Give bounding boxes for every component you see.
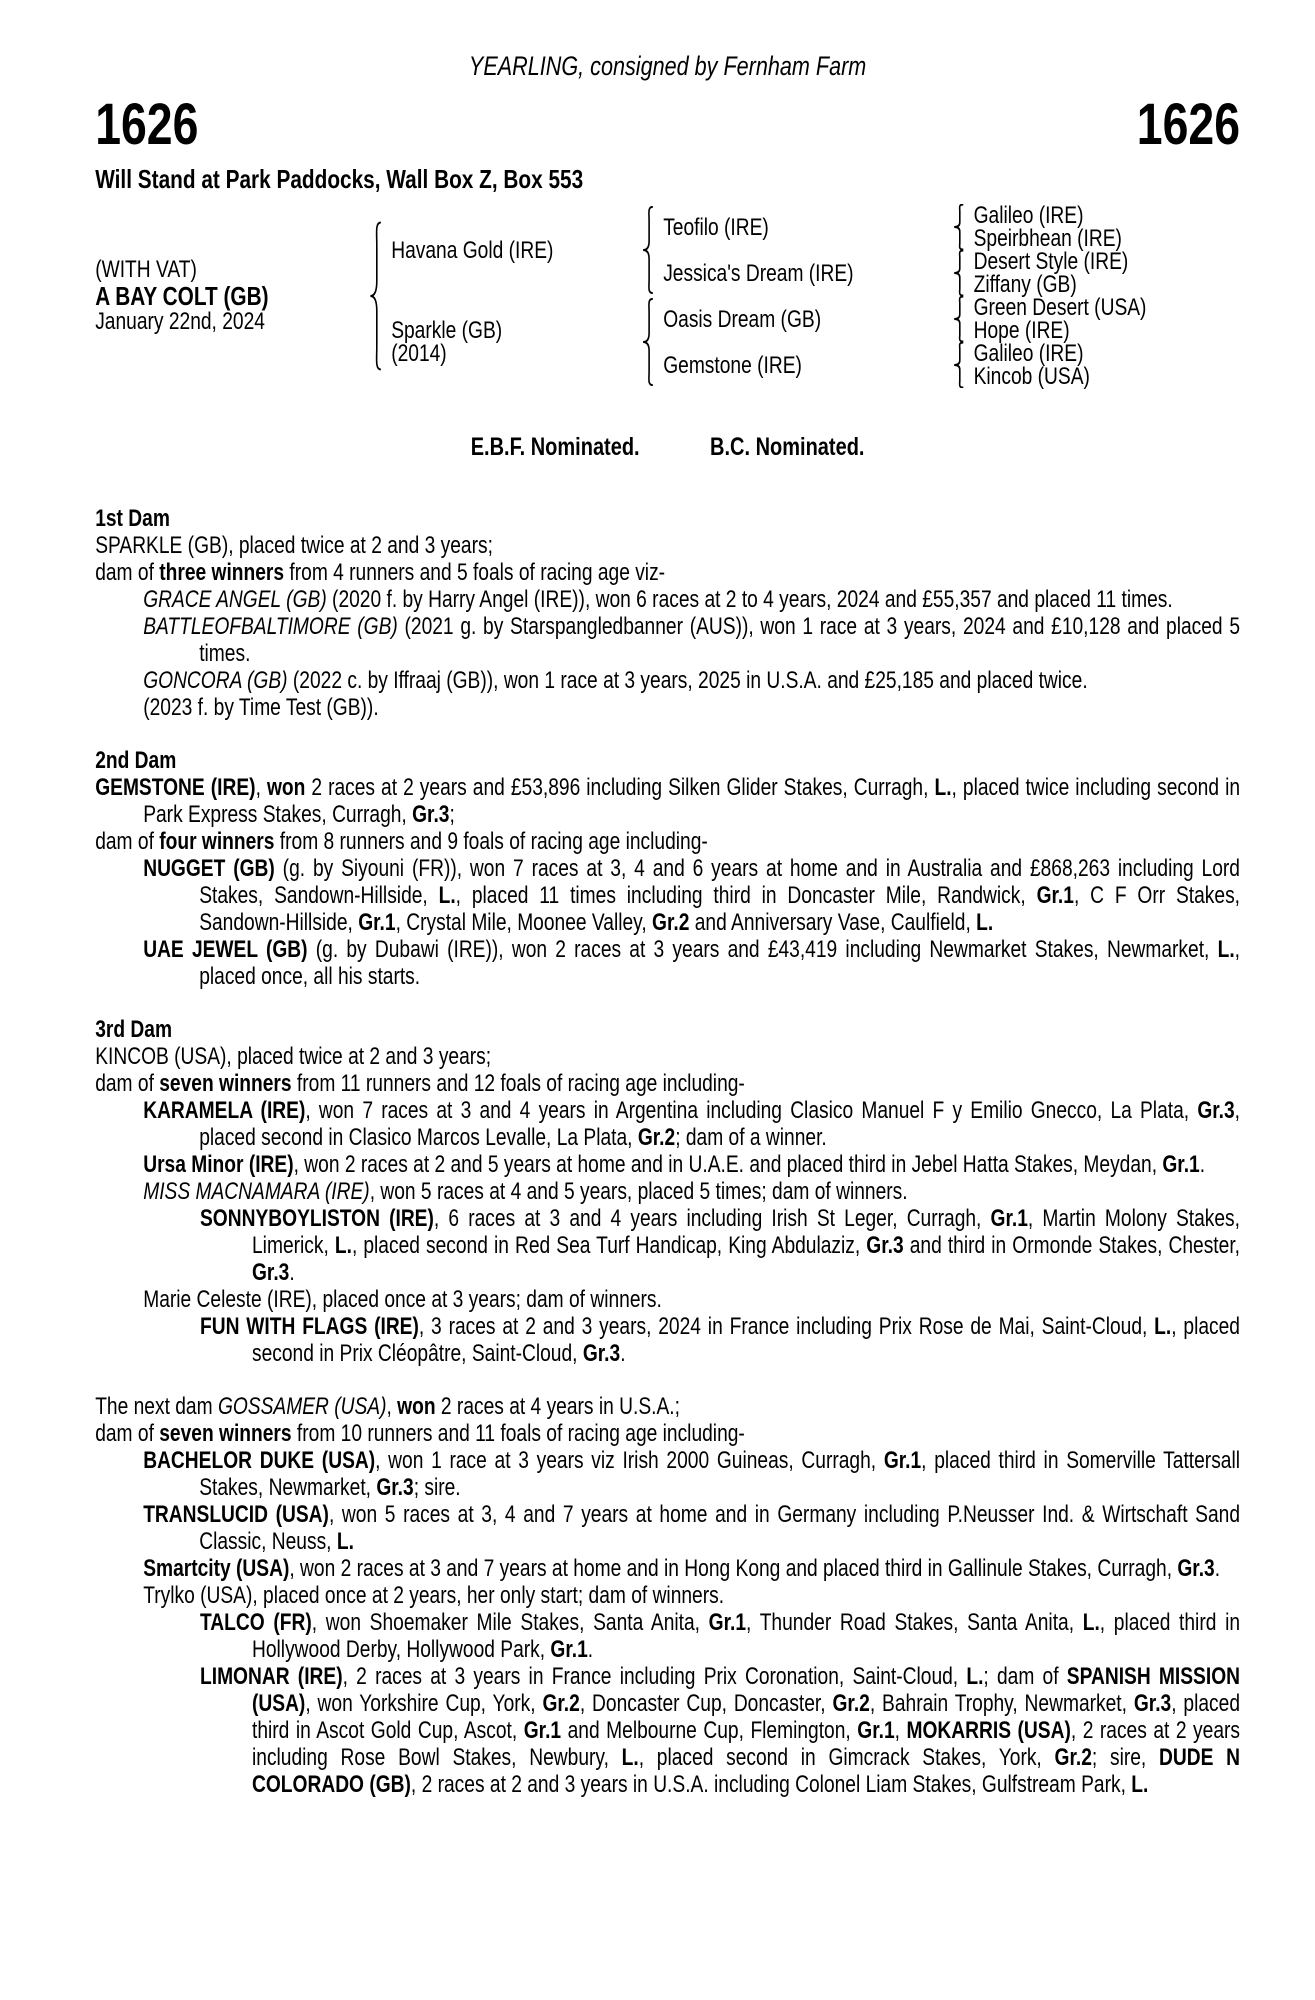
entry-trylko: Trylko (USA), placed once at 2 years, her only start; dam of winners. (143, 1582, 725, 1609)
section-heading: 3rd Dam (95, 1016, 173, 1043)
colt-info-block (95, 204, 359, 388)
dam-name: Sparkle (GB) (391, 317, 503, 344)
section-next-dam (95, 1393, 1240, 1798)
ebf-nomination: E.B.F. Nominated. (470, 433, 640, 461)
great-grandparent-6: Hope (IRE) (973, 317, 1070, 344)
produce-summary: dam of seven winners from 10 runners and 11 foals of racing age including- (95, 1420, 745, 1447)
entry-nugget: NUGGET (GB) (g. by Siyouni (FR)), won 7 races at 3, 4 and 6 years at home and in Australia and £868,263 including Lord Stakes, Sandown-Hillside, L., placed 11 times including third in Doncaster Mile, Randwick, Gr.1, C F Orr Stakes, Sandown-Hillside, Gr.1, Crystal Mile, Moonee Valley, Gr.2 and Anniversary Vase, Caulfield, L. (143, 855, 1241, 936)
dam-record: GEMSTONE (IRE), won 2 races at 2 years and £53,896 including Silken Glider Stakes, Curragh, L., placed twice including second in Park Express Stakes, Curragh, Gr.3; (95, 774, 1241, 828)
lot-number-left: 1626 (95, 92, 199, 157)
entry-2023-foal: (2023 f. by Time Test (GB)). (143, 694, 379, 721)
curly-brace-dam-icon (631, 296, 663, 388)
dam-record: KINCOB (USA), placed twice at 2 and 3 years; (95, 1043, 492, 1070)
dam-record: The next dam GOSSAMER (USA), won 2 races at 4 years in U.S.A.; (95, 1393, 680, 1420)
entry-battleofbaltimore: BATTLEOFBALTIMORE (GB) (2021 g. by Starspangledbanner (AUS)), won 1 race at 3 years, 2024 and £10,128 and placed 5 times. (143, 613, 1240, 667)
curly-brace-sire-icon (631, 204, 663, 296)
entry-bachelor-duke: BACHELOR DUKE (USA), won 1 race at 3 years viz Irish 2000 Guineas, Curragh, Gr.1, placed third in Somerville Tattersall Stakes, Newmarket, Gr.3; sire. (143, 1447, 1241, 1501)
curly-brace-gp4-icon (943, 342, 973, 388)
entry-translucid: TRANSLUCID (USA), won 5 races at 3, 4 and 7 years at home and in Germany including P.Neusser Ind. & Wirtschaft Sand Classic, Neuss, L. (143, 1501, 1241, 1555)
section-1st-dam (95, 505, 1240, 721)
dam-foaling-year: (2014) (391, 340, 447, 367)
entry-goncora: GONCORA (GB) (2022 c. by Iffraaj (GB)), won 1 race at 3 years, 2025 in U.S.A. and £25,185 and placed twice. (143, 667, 1088, 694)
entry-uae-jewel: UAE JEWEL (GB) (g. by Dubawi (IRE)), won 2 races at 3 years and £43,419 including Newmarket Stakes, Newmarket, L., placed once, all his starts. (143, 936, 1240, 990)
dam-record: SPARKLE (GB), placed twice at 2 and 3 years; (95, 532, 493, 559)
foaling-date: January 22nd, 2024 (95, 308, 265, 335)
great-grandparent-4: Ziffany (GB) (973, 271, 1077, 298)
colt-name: A BAY COLT (GB) (95, 281, 269, 311)
entry-miss-macnamara: MISS MACNAMARA (IRE), won 5 races at 4 and 5 years, placed 5 times; dam of winners. (143, 1178, 908, 1205)
lot-number-right: 1626 (1136, 92, 1240, 157)
curly-brace-gp1-icon (943, 204, 973, 250)
entry-marie-celeste: Marie Celeste (IRE), placed once at 3 years; dam of winners. (143, 1286, 662, 1313)
produce-summary: dam of three winners from 4 runners and 5 foals of racing age viz- (95, 559, 666, 586)
bc-nomination: B.C. Nominated. (710, 433, 865, 461)
dam-block (391, 296, 631, 388)
sire-name: Havana Gold (IRE) (391, 236, 554, 264)
vat-note: (WITH VAT) (95, 256, 197, 283)
great-grandparent-8: Kincob (USA) (973, 363, 1090, 390)
section-heading: 2nd Dam (95, 747, 177, 774)
grandam-sire: Jessica's Dream (IRE) (663, 259, 854, 287)
grandsire-sire: Teofilo (IRE) (663, 213, 769, 241)
produce-summary: dam of seven winners from 11 runners and 12 foals of racing age including- (95, 1070, 745, 1097)
great-grandparent-1: Galileo (IRE) (973, 202, 1084, 229)
entry-ursa-minor: Ursa Minor (IRE), won 2 races at 2 and 5 years at home and in U.A.E. and placed third in Jebel Hatta Stakes, Meydan, Gr.1. (143, 1151, 1206, 1178)
consignor-line: YEARLING, consigned by Fernham Farm (468, 51, 867, 81)
entry-fun-with-flags: FUN WITH FLAGS (IRE), 3 races at 2 and 3 years, 2024 in France including Prix Rose de Mai, Saint-Cloud, L., placed second in Prix Cléopâtre, Saint-Cloud, Gr.3. (200, 1313, 1240, 1367)
curly-brace-gp3-icon (943, 296, 973, 342)
great-grandparent-3: Desert Style (IRE) (973, 248, 1129, 275)
section-3rd-dam (95, 1016, 1240, 1367)
lot-number-row (95, 92, 1240, 157)
produce-summary: dam of four winners from 8 runners and 9 foals of racing age including- (95, 828, 708, 855)
curly-brace-gen1-icon (359, 204, 391, 388)
stand-line: Will Stand at Park Paddocks, Wall Box Z, Box 553 (95, 164, 584, 194)
entry-smartcity: Smartcity (USA), won 2 races at 3 and 7 years at home and in Hong Kong and placed third in Gallinule Stakes, Curragh, Gr.3. (143, 1555, 1221, 1582)
great-grandparent-2: Speirbhean (IRE) (973, 225, 1122, 252)
entry-grace-angel: GRACE ANGEL (GB) (2020 f. by Harry Angel (IRE)), won 6 races at 2 to 4 years, 2024 and £55,357 and placed 11 times. (143, 586, 1173, 613)
pedigree-table (95, 204, 1240, 388)
entry-limonar: LIMONAR (IRE), 2 races at 3 years in France including Prix Coronation, Saint-Cloud, L.; dam of SPANISH MISSION (USA), won Yorkshire Cup, York, Gr.2, Doncaster Cup, Doncaster, Gr.2, Bahrain Trophy, Newmarket, Gr.3, placed third in Ascot Gold Cup, Ascot, Gr.1 and Melbourne Cup, Flemington, Gr.1, MOKARRIS (USA), 2 races at 2 years including Rose Bowl Stakes, Newbury, L., placed second in Gimcrack Stakes, York, Gr.2; sire, DUDE N COLORADO (GB), 2 races at 2 and 3 years in U.S.A. including Colonel Liam Stakes, Gulfstream Park, L. (200, 1663, 1241, 1798)
grandam-dam: Gemstone (IRE) (663, 351, 802, 379)
entry-sonnyboyliston: SONNYBOYLISTON (IRE), 6 races at 3 and 4 years including Irish St Leger, Curragh, Gr.1, Martin Molony Stakes, Limerick, L., placed second in Red Sea Turf Handicap, King Abdulaziz, Gr.3 and third in Ormonde Stakes, Chester, Gr.3. (200, 1205, 1240, 1286)
great-grandparent-7: Galileo (IRE) (973, 340, 1084, 367)
nominations-row (95, 434, 1240, 461)
grandsire-dam: Oasis Dream (GB) (663, 305, 822, 333)
curly-brace-gp2-icon (943, 250, 973, 296)
entry-karamela: KARAMELA (IRE), won 7 races at 3 and 4 years in Argentina including Clasico Manuel F y Emilio Gnecco, La Plata, Gr.3, placed second in Clasico Marcos Levalle, La Plata, Gr.2; dam of a winner. (143, 1097, 1241, 1151)
section-2nd-dam (95, 747, 1240, 990)
section-heading: 1st Dam (95, 505, 170, 532)
entry-talco: TALCO (FR), won Shoemaker Mile Stakes, Santa Anita, Gr.1, Thunder Road Stakes, Santa Anita, L., placed third in Hollywood Derby, Hollywood Park, Gr.1. (200, 1609, 1241, 1663)
great-grandparent-5: Green Desert (USA) (973, 294, 1147, 321)
